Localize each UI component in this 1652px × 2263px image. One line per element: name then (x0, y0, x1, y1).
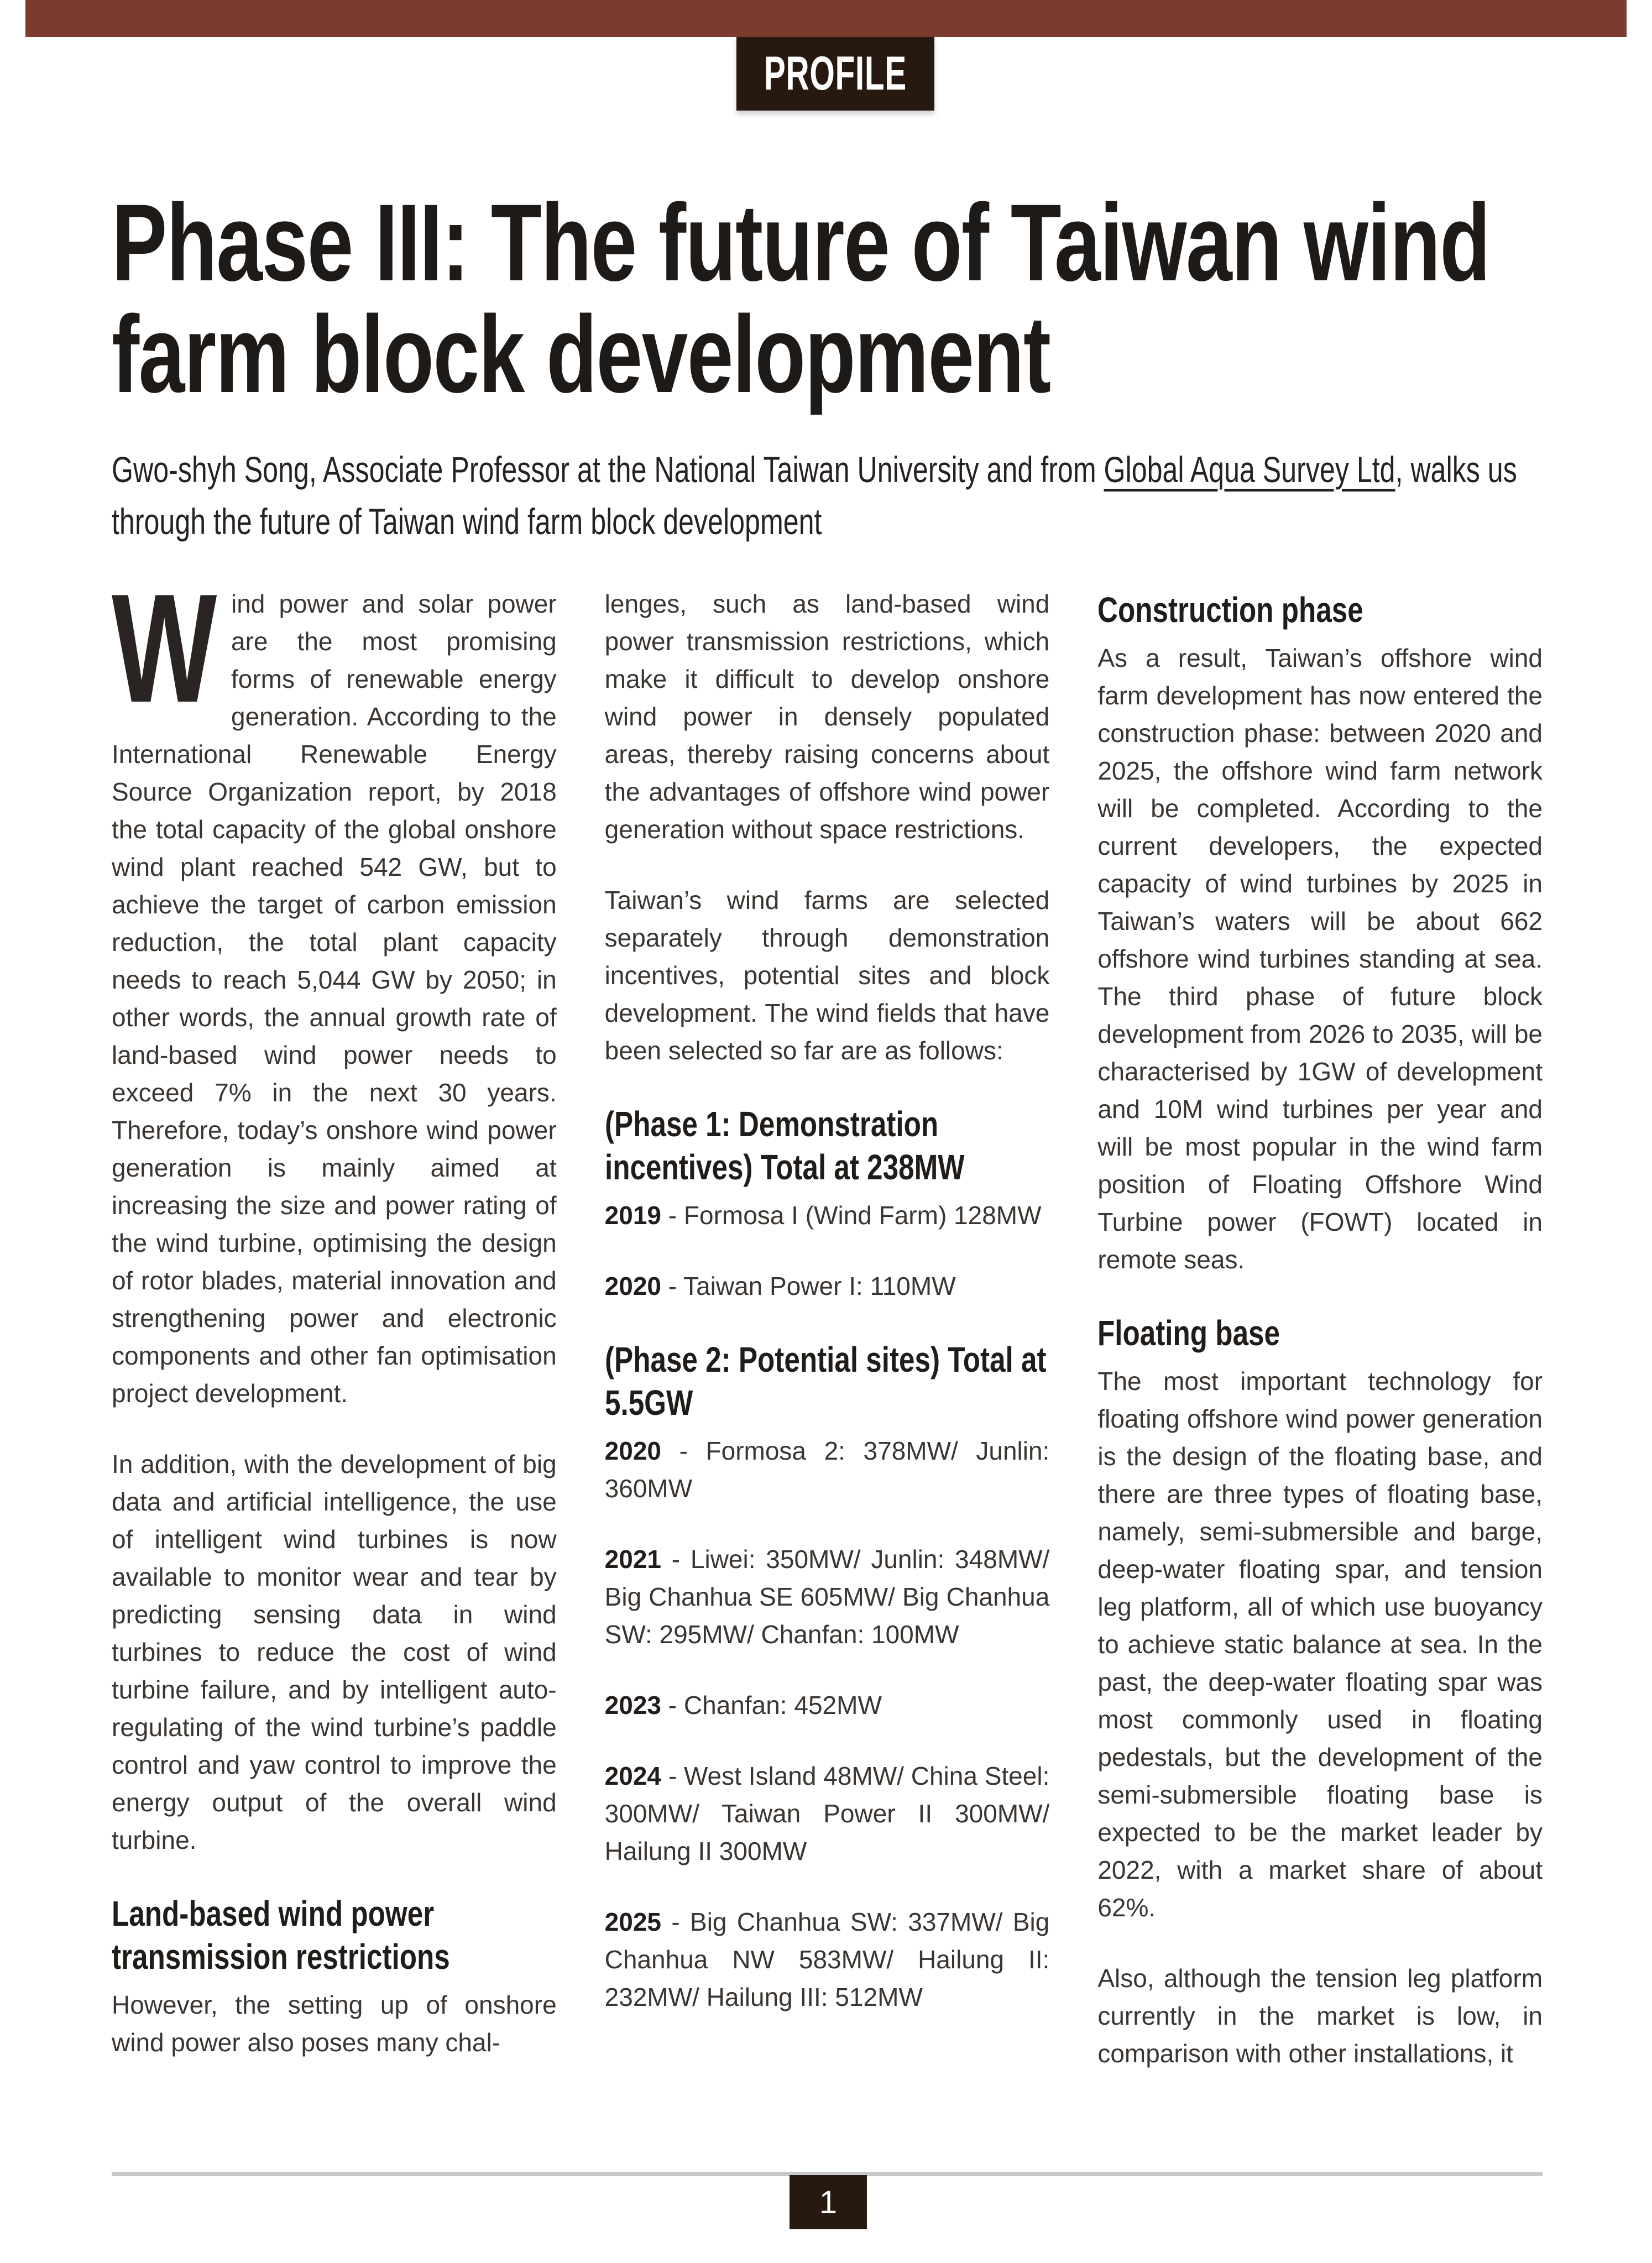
section-heading-floating-base: Floating base (1097, 1313, 1280, 1353)
timeline-entry (605, 1686, 1050, 1724)
paragraph: In addition, with the development of big data and artificial intelligence, the use of intelligent wind turbines is now available to monitor wear and tear by predicting sensing data in wind turbines to reduce the cost of wind turbine failure, and by intelligent auto-regulating of the wind turbine’s paddle control and yaw control to improve the energy output of the overall wind turbine. (112, 1450, 557, 1854)
timeline-text: - Big Chanhua SW: 337MW/ Big Chanhua NW 583MW/ Hailung II: 232MW/ Hailung III: 512MW (604, 1907, 1050, 2011)
timeline-year: 2021 (604, 1545, 662, 1574)
page-title (112, 181, 1490, 415)
paragraph-intro-text: ind power and solar power are the most promising forms of renewable energy generation. According to the International Renewable Energy Source Organization report, by 2018 the total capacity of the global onshore wind plant reached 542 GW, but to achieve the target of carbon emission reduction, the total plant capacity needs to reach 5,044 GW by 2050; in other words, the annual growth rate of land-based wind power needs to exceed 7% in the next 30 years. Therefore, today’s onshore wind power generation is mainly aimed at increasing the size and power rating of the wind turbine, optimising the design of rotor blades, material innovation and strengthening power and electronic components and other fan optimisation project development. (112, 589, 557, 1408)
timeline-entry (605, 1196, 1050, 1234)
timeline-text: - Formosa 2: 378MW/ Junlin: 360MW (604, 1436, 1050, 1503)
article-columns (112, 562, 1543, 2166)
paragraph: The most important technology for floating offshore wind power generation is the design of the floating base, and there are three types of floating base, namely, semi-submersible and barge, deep-water floating spar, and tension leg platform, all of which use buoyancy to achieve static balance at sea. In the past, the deep-water floating spar was most commonly used in floating pedestals, but the development of the semi-submersible floating base is expected to be the market leader by 2022, with a market share of about 62%. (1097, 1367, 1543, 1922)
timeline-entry (605, 1432, 1050, 1507)
timeline-text: - Chanfan: 452MW (668, 1691, 882, 1720)
paragraph-intro (112, 562, 557, 1412)
top-accent-bar (25, 0, 1627, 37)
column-2 (605, 585, 1050, 2166)
timeline-text: - West Island 48MW/ China Steel: 300MW/ Taiwan Power II 300MW/ Hailung II 300MW (604, 1762, 1050, 1865)
timeline-year: 2024 (604, 1762, 662, 1790)
timeline-year: 2020 (604, 1436, 662, 1465)
column-1 (112, 562, 557, 2166)
byline (112, 443, 1532, 547)
section-heading-construction: Construction phase (1097, 590, 1364, 630)
timeline-entry (605, 1540, 1050, 1653)
page-title-line-2: farm block development (112, 293, 1050, 415)
paragraph: Also, although the tension leg platform currently in the market is low, in comparison with other installations, it (1097, 1964, 1543, 2068)
profile-label: PROFILE (764, 47, 907, 100)
timeline-year: 2020 (604, 1272, 662, 1300)
timeline-year: 2023 (604, 1691, 662, 1720)
timeline-year: 2025 (604, 1907, 662, 1936)
paragraph: However, the setting up of onshore wind power also poses many chal- (112, 1990, 557, 2057)
page-number: 1 (819, 2184, 838, 2220)
timeline-text: - Formosa I (Wind Farm) 128MW (668, 1201, 1042, 1230)
section-heading-land-based: Land-based wind power transmission restrictions (112, 1894, 450, 1977)
column-3 (1097, 585, 1543, 2166)
timeline-year: 2019 (604, 1201, 662, 1230)
section-heading-phase1: (Phase 1: Demonstration incentives) Total at 238MW (604, 1104, 965, 1187)
paragraph: lenges, such as land-based wind power transmission restrictions, which make it difficult to develop onshore wind power in densely populated areas, thereby raising concerns about the advantages of offshore wind power generation without space restrictions. (604, 589, 1050, 844)
paragraph: Taiwan’s wind farms are selected separately through demonstration incentives, potential sites and block development. The wind fields that have been selected so far are as follows: (604, 886, 1050, 1065)
byline-suffix: , walks us through the future of Taiwan wind farm block development (112, 449, 1517, 542)
timeline-entry (605, 1903, 1050, 2016)
byline-prefix: Gwo-shyh Song, Associate Professor at the National Taiwan University and from (112, 449, 1104, 490)
page-number-badge (790, 2175, 867, 2229)
timeline-entry (605, 1267, 1050, 1305)
page-title-line-1: Phase III: The future of Taiwan wind (112, 181, 1490, 304)
timeline-entry (605, 1757, 1050, 1870)
byline-link[interactable]: Global Aqua Survey Ltd (1104, 449, 1395, 490)
profile-tag (736, 37, 934, 111)
timeline-text: - Taiwan Power I: 110MW (668, 1272, 956, 1300)
section-heading-phase2: (Phase 2: Potential sites) Total at 5.5GW (604, 1340, 1047, 1423)
timeline-text: - Liwei: 350MW/ Junlin: 348MW/ Big Chanhua SE 605MW/ Big Chanhua SW: 295MW/ Chanfan: 100MW (604, 1545, 1050, 1649)
drop-cap: W (112, 562, 217, 735)
paragraph: As a result, Taiwan’s offshore wind farm development has now entered the construction phase: between 2020 and 2025, the offshore wind farm network will be completed. According to the current developers, the expected capacity of wind turbines by 2025 in Taiwan’s waters will be about 662 offshore wind turbines standing at sea. The third phase of future block development from 2026 to 2035, will be characterised by 1GW of development and 10M wind turbines per year and will be most popular in the wind farm position of Floating Offshore Wind Turbine power (FOWT) located in remote seas. (1097, 644, 1543, 1274)
